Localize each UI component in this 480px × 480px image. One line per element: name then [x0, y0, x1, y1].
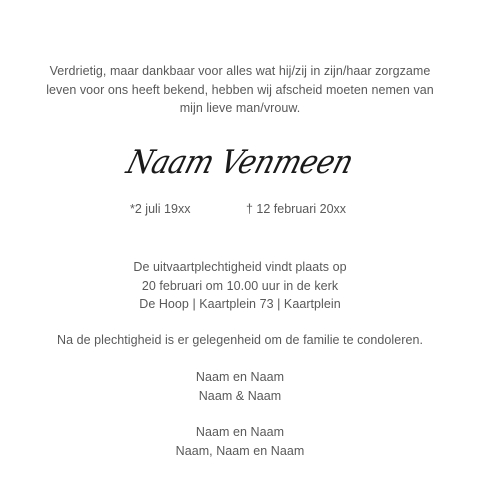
condolence-text: Na de plechtigheid is er gelegenheid om de familie te condoleren. — [57, 333, 423, 347]
intro-line: mijn lieve man/vrouw. — [179, 101, 301, 115]
deceased-name: Naam Venmeen — [122, 142, 358, 182]
family-group-2 — [0, 423, 480, 460]
family-name-line: Naam en Naam — [195, 425, 285, 439]
ceremony-line: 20 februari om 10.00 uur in de kerk — [141, 278, 339, 293]
death-date: † 12 februari 20xx — [246, 202, 347, 216]
birth-date: *2 juli 19xx — [130, 202, 191, 216]
family-name-line: Naam & Naam — [198, 388, 282, 403]
family-name-line: Naam, Naam en Naam — [175, 443, 305, 458]
intro-line: leven voor ons heeft bekend, hebben wij afscheid moeten nemen van — [46, 82, 434, 97]
ceremony-line: De Hoop | Kaartplein 73 | Kaartplein — [139, 297, 341, 311]
ceremony-line: De uitvaartplechtigheid vindt plaats op — [133, 260, 347, 274]
intro-text — [0, 62, 480, 118]
condolence-note — [0, 331, 480, 350]
family-name-line: Naam en Naam — [195, 370, 285, 384]
ceremony-details — [0, 258, 480, 314]
family-group-1 — [0, 368, 480, 405]
life-dates — [0, 200, 480, 218]
intro-line: Verdrietig, maar dankbaar voor alles wat hij/zij in zijn/haar zorgzame — [49, 64, 431, 78]
